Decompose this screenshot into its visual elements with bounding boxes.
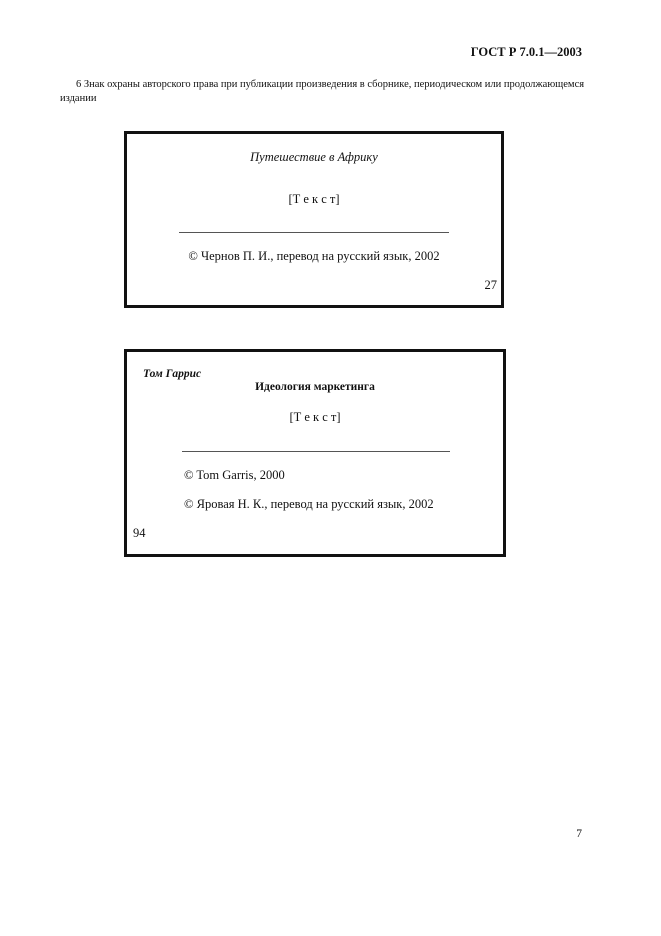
example-box-1 xyxy=(124,131,504,308)
example2-author: Том Гаррис xyxy=(143,368,202,380)
example1-title: Путешествие в Африку xyxy=(250,150,378,164)
document-code: ГОСТ Р 7.0.1—2003 xyxy=(470,45,582,59)
example2-copyright-translation: © Яровая Н. К., перевод на русский язык, 2002 xyxy=(184,497,434,511)
example1-copyright: © Чернов П. И., перевод на русский язык, 2002 xyxy=(188,249,440,263)
example1-separator-line xyxy=(179,232,449,233)
intro-paragraph: 6 Знак охраны авторского права при публикации произведения в сборнике, периодическом или продолжающемся издании xyxy=(60,79,585,104)
example2-page-number: 94 xyxy=(133,526,146,540)
example2-copyright-original: © Tom Garris, 2000 xyxy=(184,468,285,482)
example1-text-placeholder: [Т е к с т] xyxy=(288,192,340,206)
page-number: 7 xyxy=(576,828,582,840)
example1-page-number: 27 xyxy=(484,278,497,292)
example2-title: Идеология маркетинга xyxy=(255,381,375,393)
example2-separator-line xyxy=(182,451,450,452)
example-box-2 xyxy=(124,349,506,557)
example2-text-placeholder: [Т е к с т] xyxy=(289,410,341,424)
